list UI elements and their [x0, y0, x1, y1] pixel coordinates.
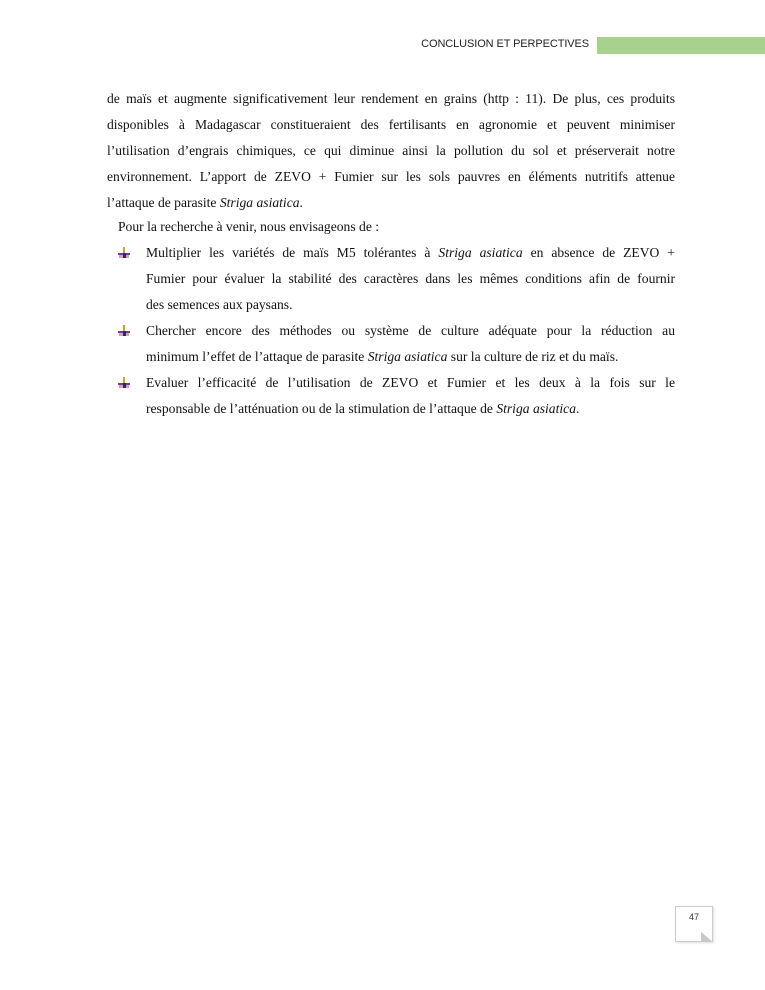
- text-line: de maïs et augmente significativement leur rendement en grains (http : 11). De plus, ces produits: [107, 91, 675, 106]
- text-line: l’utilisation d’engrais chimiques, ce qui diminue ainsi la pollution du sol et préserverait notre: [107, 143, 675, 158]
- text: Multiplier les variétés de maïs M5 tolérantes à: [146, 245, 439, 260]
- text: sur la culture de riz et du maïs.: [447, 349, 619, 364]
- page-number-box: [675, 906, 713, 942]
- bullet-cross-icon: [118, 377, 130, 389]
- text: en absence de ZEVO +: [522, 245, 675, 260]
- text-line: [107, 190, 675, 216]
- list-item-line: [146, 344, 675, 370]
- text: .: [299, 195, 303, 210]
- intro-text: Pour la recherche à venir, nous envisageons de :: [118, 219, 380, 234]
- text: .: [576, 401, 580, 416]
- page-curl-icon: [701, 932, 713, 942]
- header-accent-bar: [597, 37, 765, 54]
- text: responsable de l’atténuation ou de la stimulation de l’attaque de: [146, 401, 497, 416]
- list-item-line: Chercher encore des méthodes ou système de culture adéquate pour la réduction au: [146, 323, 675, 338]
- text-line: environnement. L’apport de ZEVO + Fumier sur les sols pauvres en éléments nutritifs attenue: [107, 169, 675, 184]
- bullet-cross-icon: [118, 325, 130, 337]
- list-item-line: [146, 396, 675, 422]
- running-header-title: CONCLUSION ET PERPECTIVES: [421, 38, 589, 50]
- text: minimum l’effet de l’attaque de parasite: [146, 349, 368, 364]
- bullet-cross-icon: [118, 247, 130, 259]
- page-number: 47: [688, 912, 699, 922]
- text: l’attaque de parasite: [107, 195, 220, 210]
- list-item-line: Evaluer l’efficacité de l’utilisation de ZEVO et Fumier et les deux à la fois sur le: [146, 375, 675, 390]
- list-item-line: Fumier pour évaluer la stabilité des caractères dans les mêmes conditions afin de fournir: [146, 271, 675, 286]
- text-line: disponibles à Madagascar constitueraient des fertilisants en agronomie et peuvent minimiser: [107, 117, 675, 132]
- species-name: Striga asiatica: [496, 401, 576, 416]
- species-name: Striga asiatica: [438, 245, 523, 260]
- list-item-line: [146, 240, 675, 266]
- species-name: Striga asiatica: [219, 195, 300, 210]
- species-name: Striga asiatica: [367, 349, 448, 364]
- list-item-line: des semences aux paysans.: [146, 297, 293, 312]
